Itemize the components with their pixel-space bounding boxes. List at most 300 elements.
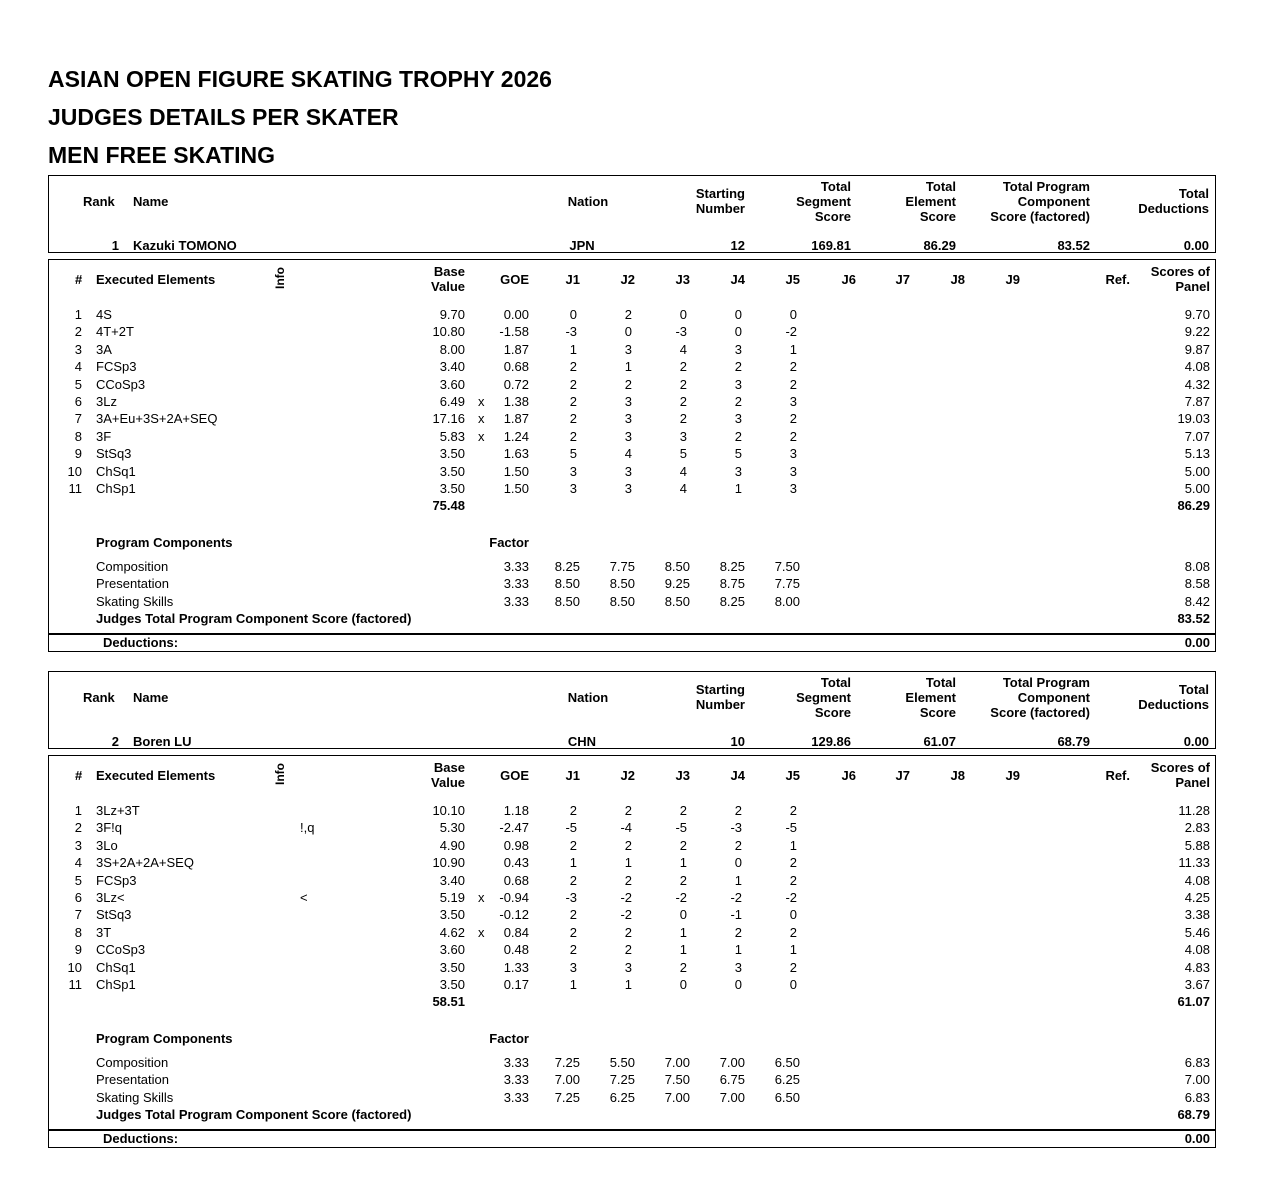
component-judge-score: 7.50 <box>774 559 800 574</box>
info-header: Info <box>273 763 287 785</box>
goe-value: 0.72 <box>503 376 529 392</box>
base-value: 5.19 <box>439 890 465 905</box>
base-value-header-line: Base <box>433 760 465 775</box>
segment-score-label-line: Segment <box>796 194 851 209</box>
component-score-value: 83.52 <box>1057 238 1090 253</box>
element-number: 2 <box>74 324 82 340</box>
segment-score-label-line: Segment <box>796 690 851 705</box>
deductions-row-value: 0.00 <box>1184 635 1210 650</box>
judge-score: 2 <box>624 872 632 888</box>
judge-score: 3 <box>624 959 632 975</box>
goe-header: GOE <box>500 768 529 783</box>
panel-score: 5.00 <box>1184 481 1210 496</box>
component-judge-score: 6.25 <box>609 1089 635 1105</box>
elements-header: Executed Elements <box>96 768 216 783</box>
component-judge-score: 7.00 <box>554 1072 580 1088</box>
judge-score: 1 <box>734 872 742 888</box>
judge-score: 2 <box>624 803 632 818</box>
element-score-label-line: Element <box>905 194 956 209</box>
judge-header: J5 <box>785 768 800 783</box>
base-value-header-line: Value <box>431 775 465 790</box>
component-judge-score: 7.25 <box>554 1055 580 1070</box>
element-code: ChSq1 <box>96 463 136 479</box>
judge-score: 4 <box>679 463 687 479</box>
base-value: 3.40 <box>439 359 465 375</box>
element-code: 4S <box>96 307 112 322</box>
element-code: FCSp3 <box>96 359 137 375</box>
deductions-box <box>48 634 1216 652</box>
deductions-label-line: Total <box>1178 682 1209 697</box>
judge-score: 2 <box>569 924 577 940</box>
panel-score-header-line: Scores of <box>1150 760 1210 775</box>
judge-score: 0 <box>789 907 797 923</box>
judge-header: J8 <box>950 272 965 287</box>
judge-score: 2 <box>624 837 632 853</box>
component-name: Composition <box>96 559 169 574</box>
component-judge-score: 7.50 <box>664 1072 690 1088</box>
skater-name: Boren LU <box>133 734 192 749</box>
deductions-value: 0.00 <box>1183 734 1209 749</box>
element-number: 3 <box>74 341 82 357</box>
element-number: 5 <box>74 872 82 888</box>
element-number: 1 <box>74 307 82 322</box>
panel-score: 2.83 <box>1184 820 1210 836</box>
judge-score: -3 <box>565 890 577 905</box>
judge-score: 2 <box>569 837 577 853</box>
component-judge-score: 6.50 <box>774 1089 800 1105</box>
name-label: Name <box>133 194 169 209</box>
judge-score: 1 <box>624 855 632 871</box>
goe-value: 1.24 <box>503 428 529 444</box>
component-name: Presentation <box>96 576 169 592</box>
component-judge-score: 8.25 <box>719 559 745 574</box>
base-value: 6.49 <box>439 394 465 409</box>
judge-score: 2 <box>734 924 742 940</box>
judge-header: J4 <box>730 272 745 287</box>
element-number: 5 <box>74 376 82 392</box>
component-judge-score: 7.25 <box>554 1089 580 1105</box>
element-code: 3Lz <box>96 394 117 409</box>
element-code: ChSq1 <box>96 959 136 975</box>
segment-score-label-line: Score <box>814 209 851 224</box>
component-factor: 3.33 <box>503 559 529 574</box>
pcs-total-label: Judges Total Program Component Score (factored) <box>96 611 412 627</box>
judge-score: -2 <box>730 890 742 905</box>
judge-header: J5 <box>785 272 800 287</box>
judge-score: 2 <box>734 394 742 409</box>
deductions-row-label: Deductions: <box>103 635 179 650</box>
judge-score: 3 <box>569 463 577 479</box>
judge-score: 3 <box>789 394 797 409</box>
component-factor: 3.33 <box>503 576 529 592</box>
component-score-label-line: Total Program <box>1002 675 1090 690</box>
judge-header: J7 <box>895 272 910 287</box>
judge-score: 0 <box>569 307 577 322</box>
goe-value: 1.87 <box>503 341 529 357</box>
judge-score: 2 <box>679 359 687 375</box>
judge-header: J1 <box>565 768 580 783</box>
num-header: # <box>75 272 83 287</box>
judge-score: 2 <box>734 428 742 444</box>
goe-value: 1.50 <box>503 463 529 479</box>
pcs-total-value: 68.79 <box>1177 1107 1210 1123</box>
component-judge-score: 6.25 <box>774 1072 800 1088</box>
judge-score: 5 <box>734 446 742 462</box>
element-code: ChSp1 <box>96 977 136 992</box>
judge-score: -1 <box>730 907 742 923</box>
element-code: 3S+2A+2A+SEQ <box>96 855 194 871</box>
judge-score: 5 <box>569 446 577 462</box>
pcs-total-label: Judges Total Program Component Score (factored) <box>96 1107 412 1123</box>
skater-name: Kazuki TOMONO <box>133 238 237 253</box>
element-score-value: 86.29 <box>923 238 956 253</box>
panel-score: 4.32 <box>1184 376 1210 392</box>
judge-score: 2 <box>569 428 577 444</box>
judge-score: 0 <box>679 907 687 923</box>
nation-label: Nation <box>567 194 609 209</box>
base-value: 3.50 <box>439 977 465 992</box>
base-value: 3.50 <box>439 907 465 923</box>
judge-score: 1 <box>679 924 687 940</box>
elements-header: Executed Elements <box>96 272 216 287</box>
judge-header: J4 <box>730 768 745 783</box>
element-number: 9 <box>74 446 82 462</box>
judge-score: 3 <box>624 411 632 427</box>
judge-score: 0 <box>789 977 797 992</box>
element-code: 3Lz+3T <box>96 803 140 818</box>
base-value: 17.16 <box>432 411 465 427</box>
judge-score: 2 <box>679 394 687 409</box>
element-code: CCoSp3 <box>96 376 146 392</box>
starting-number-label-line: Starting <box>695 186 745 201</box>
judge-score: 1 <box>789 837 797 853</box>
factor-header: Factor <box>489 535 529 550</box>
panel-score-total: 61.07 <box>1177 994 1210 1010</box>
judge-score: 3 <box>624 463 632 479</box>
judge-score: 1 <box>679 855 687 871</box>
element-number: 6 <box>74 394 82 409</box>
component-panel-score: 8.58 <box>1184 576 1210 592</box>
judge-score: 1 <box>624 977 632 992</box>
event-title: ASIAN OPEN FIGURE SKATING TROPHY 2026 <box>48 66 552 92</box>
judge-score: 2 <box>569 907 577 923</box>
starting-number-label-line: Number <box>695 697 745 712</box>
element-code: 3F <box>96 428 112 444</box>
judge-score: 3 <box>679 428 687 444</box>
component-name: Skating Skills <box>96 1089 174 1105</box>
report-title: JUDGES DETAILS PER SKATER <box>48 104 399 130</box>
element-number: 10 <box>67 959 82 975</box>
num-header: # <box>75 768 83 783</box>
judge-score: 1 <box>624 359 632 375</box>
base-value-total: 75.48 <box>432 498 465 514</box>
ref-header: Ref. <box>1105 272 1130 287</box>
component-judge-score: 6.50 <box>774 1055 800 1070</box>
judge-score: -5 <box>675 820 687 836</box>
element-score-label-line: Score <box>919 705 956 720</box>
component-judge-score: 8.50 <box>664 559 690 574</box>
starting-number-label-line: Starting <box>695 682 745 697</box>
judge-score: 3 <box>624 341 632 357</box>
deductions-label-line: Deductions <box>1138 697 1209 712</box>
element-score-label-line: Element <box>905 690 956 705</box>
panel-score: 4.25 <box>1184 890 1210 905</box>
judge-score: 0 <box>679 977 687 992</box>
element-code: 4T+2T <box>96 324 134 340</box>
pcs-total-value: 83.52 <box>1177 611 1210 627</box>
element-info: !,q <box>300 820 315 836</box>
component-factor: 3.33 <box>503 1055 529 1070</box>
bonus-marker: x <box>478 924 485 940</box>
nation-label: Nation <box>567 690 609 705</box>
bonus-marker: x <box>478 394 485 409</box>
judge-score: 3 <box>734 376 742 392</box>
component-panel-score: 7.00 <box>1184 1072 1210 1088</box>
goe-value: 0.68 <box>503 359 529 375</box>
base-value: 10.10 <box>432 803 465 818</box>
judge-score: 3 <box>569 481 577 496</box>
bonus-marker: x <box>478 890 485 905</box>
program-components-header: Program Components <box>96 535 233 550</box>
judge-score: 1 <box>679 942 687 958</box>
goe-value: 0.00 <box>503 307 529 322</box>
base-value: 9.70 <box>439 307 465 322</box>
judge-score: 2 <box>734 359 742 375</box>
component-judge-score: 7.00 <box>664 1089 690 1105</box>
base-value: 3.50 <box>439 463 465 479</box>
element-number: 1 <box>74 803 82 818</box>
element-code: 3Lo <box>96 837 118 853</box>
base-value: 3.50 <box>439 481 465 496</box>
element-code: 3F!q <box>96 820 123 836</box>
component-judge-score: 8.00 <box>774 593 800 609</box>
panel-score: 5.88 <box>1184 837 1210 853</box>
judge-score: 1 <box>734 942 742 958</box>
element-number: 8 <box>74 428 82 444</box>
judge-score: 2 <box>569 942 577 958</box>
panel-score: 9.70 <box>1184 307 1210 322</box>
goe-value: 0.68 <box>503 872 529 888</box>
element-number: 7 <box>74 411 82 427</box>
goe-value: 1.87 <box>503 411 529 427</box>
element-number: 7 <box>74 907 82 923</box>
goe-value: 1.18 <box>503 803 529 818</box>
judge-header: J7 <box>895 768 910 783</box>
base-value: 3.60 <box>439 376 465 392</box>
panel-score: 5.46 <box>1184 924 1210 940</box>
component-judge-score: 8.50 <box>554 593 580 609</box>
goe-value: 0.98 <box>503 837 529 853</box>
judge-score: 3 <box>734 341 742 357</box>
judge-score: 2 <box>679 959 687 975</box>
panel-score: 19.03 <box>1177 411 1210 427</box>
panel-score: 9.22 <box>1184 324 1210 340</box>
panel-score: 7.07 <box>1184 428 1210 444</box>
info-header: Info <box>273 267 287 289</box>
judge-score: -3 <box>675 324 687 340</box>
judge-score: 4 <box>679 481 687 496</box>
judge-score: 3 <box>734 959 742 975</box>
judge-score: 1 <box>789 942 797 958</box>
element-number: 4 <box>74 359 82 375</box>
bonus-marker: x <box>478 428 485 444</box>
element-code: 3T <box>96 924 112 940</box>
element-number: 2 <box>74 820 82 836</box>
panel-score-header-line: Panel <box>1175 775 1210 790</box>
judge-header: J6 <box>841 272 856 287</box>
goe-value: 1.50 <box>503 481 529 496</box>
judge-score: 2 <box>679 376 687 392</box>
element-code: 3A <box>96 341 112 357</box>
judge-score: 3 <box>624 481 632 496</box>
element-info: < <box>300 890 308 905</box>
deductions-value: 0.00 <box>1183 238 1209 253</box>
base-value-header-line: Base <box>433 264 465 279</box>
component-judge-score: 7.00 <box>719 1089 745 1105</box>
base-value-header-line: Value <box>431 279 465 294</box>
judge-score: 2 <box>624 376 632 392</box>
base-value: 4.90 <box>439 837 465 853</box>
segment-score-value: 129.86 <box>811 734 851 749</box>
deductions-box <box>48 1130 1216 1148</box>
judge-score: -2 <box>620 907 632 923</box>
segment-score-label-line: Score <box>814 705 851 720</box>
judge-score: 4 <box>624 446 632 462</box>
judge-score: 2 <box>624 942 632 958</box>
goe-value: 1.38 <box>503 394 529 409</box>
panel-score: 11.33 <box>1178 855 1210 871</box>
panel-score-header-line: Scores of <box>1150 264 1210 279</box>
goe-value: 1.63 <box>503 446 529 462</box>
component-score-label-line: Component <box>1017 690 1090 705</box>
deductions-label-line: Total <box>1178 186 1209 201</box>
judge-score: 0 <box>734 324 742 340</box>
deductions-row-value: 0.00 <box>1184 1131 1210 1146</box>
starting-number-value: 12 <box>730 238 745 253</box>
judge-score: 2 <box>569 411 577 427</box>
component-score-label-line: Score (factored) <box>990 209 1090 224</box>
goe-value: 0.84 <box>503 924 529 940</box>
component-judge-score: 7.75 <box>609 559 635 574</box>
segment-score-label-line: Total <box>820 179 851 194</box>
judge-score: 2 <box>569 359 577 375</box>
base-value: 5.83 <box>439 428 465 444</box>
goe-value: -0.94 <box>499 890 529 905</box>
component-judge-score: 8.25 <box>554 559 580 574</box>
goe-value: -1.58 <box>499 324 529 340</box>
base-value: 5.30 <box>439 820 465 836</box>
judge-score: 5 <box>679 446 687 462</box>
bonus-marker: x <box>478 411 485 427</box>
judge-header: J6 <box>841 768 856 783</box>
component-panel-score: 6.83 <box>1184 1055 1210 1070</box>
judge-score: 1 <box>734 481 742 496</box>
judge-score: 3 <box>624 428 632 444</box>
panel-score: 5.13 <box>1184 446 1210 462</box>
panel-score: 9.87 <box>1184 341 1210 357</box>
judge-score: 1 <box>789 341 797 357</box>
judge-score: 3 <box>734 463 742 479</box>
panel-score: 5.00 <box>1184 463 1210 479</box>
rank-label: Rank <box>83 194 115 209</box>
judge-score: 0 <box>789 307 797 322</box>
panel-score: 3.67 <box>1184 977 1210 992</box>
component-panel-score: 6.83 <box>1184 1089 1210 1105</box>
element-score-label-line: Total <box>925 675 956 690</box>
judge-score: -2 <box>785 324 797 340</box>
element-number: 6 <box>74 890 82 905</box>
element-number: 9 <box>74 942 82 958</box>
component-judge-score: 8.50 <box>609 576 635 592</box>
element-number: 11 <box>68 977 82 992</box>
base-value: 3.60 <box>439 942 465 958</box>
element-number: 10 <box>67 463 82 479</box>
judge-header: J9 <box>1005 272 1020 287</box>
starting-number-value: 10 <box>730 734 745 749</box>
judge-score: 2 <box>569 872 577 888</box>
component-judge-score: 7.75 <box>774 576 800 592</box>
rank-label: Rank <box>83 690 115 705</box>
judge-score: 0 <box>734 855 742 871</box>
judge-score: 3 <box>734 411 742 427</box>
component-judge-score: 8.50 <box>664 593 690 609</box>
goe-value: 1.33 <box>503 959 529 975</box>
judge-score: 3 <box>789 446 797 462</box>
element-code: 3A+Eu+3S+2A+SEQ <box>96 411 218 427</box>
base-value: 8.00 <box>439 341 465 357</box>
judge-score: 0 <box>734 977 742 992</box>
judge-score: 3 <box>789 463 797 479</box>
judge-score: 0 <box>624 324 632 340</box>
judge-score: 2 <box>569 376 577 392</box>
element-number: 8 <box>74 924 82 940</box>
judge-score: 2 <box>789 803 797 818</box>
program-components-header: Program Components <box>96 1031 233 1046</box>
element-score-label-line: Total <box>925 179 956 194</box>
base-value: 10.90 <box>432 855 465 871</box>
goe-value: 0.48 <box>503 942 529 958</box>
starting-number-label-line: Number <box>695 201 745 216</box>
judge-score: -4 <box>620 820 632 836</box>
judge-score: 3 <box>624 394 632 409</box>
panel-score: 4.08 <box>1184 942 1210 958</box>
component-name: Skating Skills <box>96 593 174 609</box>
goe-value: 0.17 <box>503 977 529 992</box>
component-judge-score: 6.75 <box>719 1072 745 1088</box>
element-number: 4 <box>74 855 82 871</box>
judge-score: -2 <box>675 890 687 905</box>
judge-score: -2 <box>785 890 797 905</box>
judge-score: 0 <box>679 307 687 322</box>
deductions-label-line: Deductions <box>1138 201 1209 216</box>
judge-score: 1 <box>569 341 577 357</box>
judge-score: 4 <box>679 341 687 357</box>
judge-score: 2 <box>624 307 632 322</box>
goe-header: GOE <box>500 272 529 287</box>
element-code: ChSp1 <box>96 481 136 496</box>
judge-header: J3 <box>675 768 690 783</box>
panel-score: 7.87 <box>1184 394 1210 409</box>
ref-header: Ref. <box>1105 768 1130 783</box>
nation-value: JPN <box>569 238 595 253</box>
factor-header: Factor <box>489 1031 529 1046</box>
component-judge-score: 7.25 <box>609 1072 635 1088</box>
judge-score: 2 <box>789 855 797 871</box>
judge-score: 1 <box>569 977 577 992</box>
base-value-total: 58.51 <box>432 994 465 1010</box>
judge-score: -3 <box>730 820 742 836</box>
judge-score: 2 <box>679 837 687 853</box>
